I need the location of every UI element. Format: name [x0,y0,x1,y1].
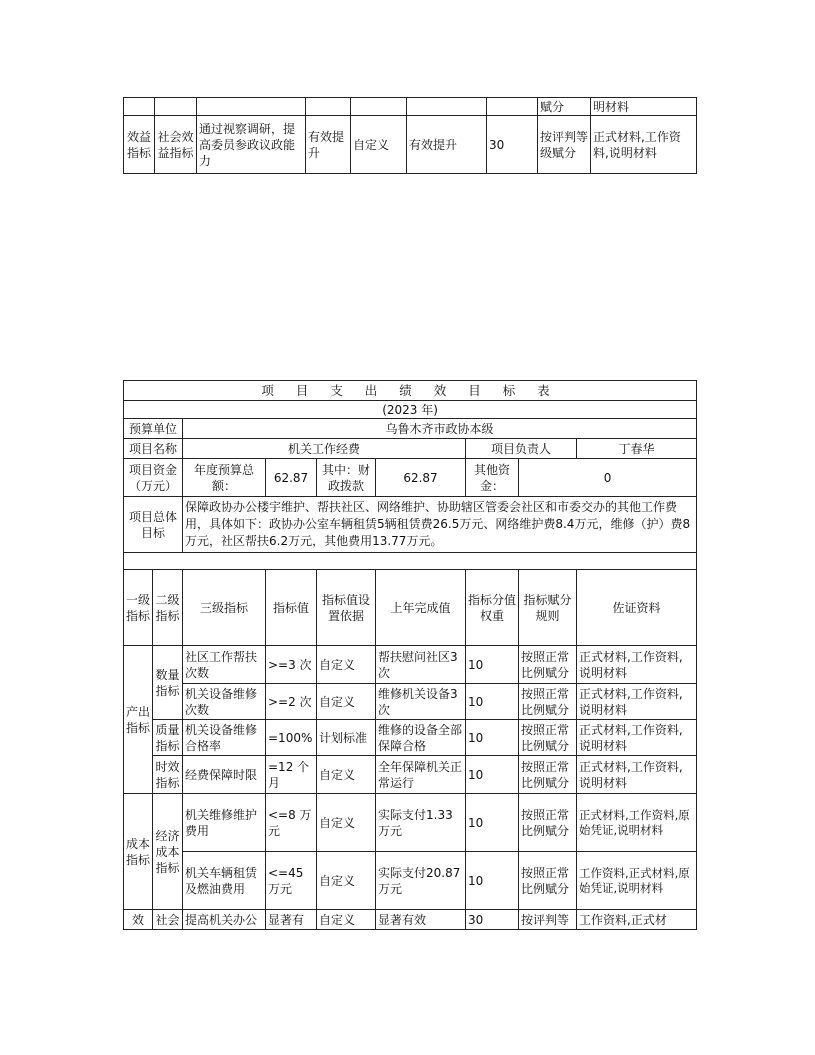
weight-cell: 10 [466,646,519,684]
table-row [124,646,697,684]
level3-cell: 机关车辆租赁及燃油费用 [183,852,266,910]
last-year-cell: 实际支付20.87万元 [376,852,466,910]
basis-cell: 自定义 [317,910,376,930]
level1-cell: 效益指标 [124,116,155,174]
weight-cell: 10 [466,794,519,852]
rule-cell: 赋分 [538,98,591,116]
header-last-year: 上年完成值 [376,570,466,646]
annual-budget-label: 年度预算总额： [183,459,266,497]
evidence-cell: 正式材料,工作资料,说明材料 [577,684,697,720]
last-year-cell: 显著有效 [376,910,466,930]
level3-cell: 通过视察调研，提高委员参政议政能力 [197,116,306,174]
value-cell: =100% [266,720,317,756]
evidence-cell: 明材料 [591,98,697,116]
header-evidence: 佐证资料 [577,570,697,646]
table-row [124,794,697,852]
table-row [124,684,697,720]
header-basis: 指标值设置依据 [317,570,376,646]
table-title: 项 目 支 出 绩 效 目 标 表 [124,381,697,401]
fiscal-allocation-label: 其中：财政拨款 [317,459,376,497]
project-name-label: 项目名称 [124,439,183,459]
header-row [124,570,697,646]
project-leader-label: 项目负责人 [466,439,577,459]
level3-cell: 机关设备维修次数 [183,684,266,720]
weight-cell: 30 [487,116,538,174]
rule-cell: 按照正常比例赋分 [519,852,577,910]
performance-goal-table [123,380,697,930]
value-cell: >=3 次 [266,646,317,684]
weight-cell: 10 [466,852,519,910]
evidence-cell: 工作资料,正式材料,原始凭证,说明材料 [577,852,697,910]
value-cell: <=45 万元 [266,852,317,910]
header-level3: 三级指标 [183,570,266,646]
evidence-cell: 正式材料,工作资料,说明材料 [577,756,697,794]
weight-cell: 10 [466,756,519,794]
last-year-cell: 有效提升 [407,116,487,174]
last-year-cell: 帮扶慰问社区3次 [376,646,466,684]
last-year-cell: 实际支付1.33万元 [376,794,466,852]
evidence-cell: 正式材料,工作资料,说明材料 [577,720,697,756]
header-weight: 指标分值权重 [466,570,519,646]
table-year: (2023 年) [124,401,697,419]
basis-cell: 自定义 [317,756,376,794]
header-rule: 指标赋分规则 [519,570,577,646]
rule-cell: 按评判等级赋分 [538,116,591,174]
group-cost: 成本指标 [124,794,153,910]
basis-cell: 自定义 [317,684,376,720]
fiscal-allocation-value: 62.87 [376,459,466,497]
value-cell: 显著有 [266,910,317,930]
level2-cell: 质量指标 [153,720,183,756]
other-funds-value: 0 [519,459,697,497]
overall-goal-text: 保障政协办公楼宇维护、帮扶社区、网络维护、协助辖区管委会社区和市委交办的其他工作费用，具体如下：政协办公室车辆租赁5辆租赁费26.5万元、网络维护费8.4万元，维修（护）费8万元，社区帮扶6.2万元，其他费用13.77万元。 [183,497,697,553]
rule-cell: 按评判等 [519,910,577,930]
project-name-value: 机关工作经费 [183,439,466,459]
level3-cell: 经费保障时限 [183,756,266,794]
weight-cell: 30 [466,910,519,930]
continued-indicator-table [123,97,697,174]
rule-cell: 按照正常比例赋分 [519,684,577,720]
rule-cell: 按照正常比例赋分 [519,794,577,852]
basis-cell: 计划标准 [317,720,376,756]
benefit-indicator-row [124,116,697,174]
level2-cell: 社会 [153,910,183,930]
evidence-cell: 工作资料,正式材 [577,910,697,930]
level2-cell: 经济成本指标 [153,794,183,910]
header-value: 指标值 [266,570,317,646]
value-cell: 有效提升 [306,116,351,174]
level3-cell: 提高机关办公 [183,910,266,930]
basis-cell: 自定义 [317,852,376,910]
value-cell: =12 个月 [266,756,317,794]
basis-cell: 自定义 [351,116,407,174]
rule-cell: 按照正常比例赋分 [519,646,577,684]
weight-cell: 10 [466,720,519,756]
table-row [124,852,697,910]
level2-cell: 社会效益指标 [155,116,197,174]
project-leader-value: 丁春华 [577,439,697,459]
spacer-row [124,553,697,570]
basis-cell: 自定义 [317,646,376,684]
header-level1: 一级指标 [124,570,153,646]
rule-cell: 按照正常比例赋分 [519,756,577,794]
basis-cell: 自定义 [317,794,376,852]
header-level2: 二级指标 [153,570,183,646]
level3-cell: 机关设备维修合格率 [183,720,266,756]
project-funds-label: 项目资金（万元） [124,459,183,497]
evidence-cell: 正式材料,工作资料,说明材料 [577,646,697,684]
annual-budget-value: 62.87 [266,459,317,497]
overall-goal-label: 项目总体目标 [124,497,183,553]
group-benefit: 效 [124,910,153,930]
table-row [124,910,697,930]
rule-cell: 按照正常比例赋分 [519,720,577,756]
level3-cell: 社区工作帮扶次数 [183,646,266,684]
last-year-cell: 维修机关设备3次 [376,684,466,720]
evidence-cell: 正式材料,工作资料,原始凭证,说明材料 [577,794,697,852]
budget-unit-value: 乌鲁木齐市政协本级 [183,419,697,439]
last-year-cell: 维修的设备全部保障合格 [376,720,466,756]
other-funds-label: 其他资金： [466,459,519,497]
level3-cell: 机关维修维护费用 [183,794,266,852]
value-cell: <=8 万元 [266,794,317,852]
continued-row-tail [124,98,697,116]
budget-unit-label: 预算单位 [124,419,183,439]
value-cell: >=2 次 [266,684,317,720]
evidence-cell: 正式材料,工作资料,说明材料 [591,116,697,174]
last-year-cell: 全年保障机关正常运行 [376,756,466,794]
level2-cell: 数量指标 [153,646,183,720]
group-output: 产出指标 [124,646,153,794]
table-row [124,720,697,756]
level2-cell: 时效指标 [153,756,183,794]
table-row [124,756,697,794]
weight-cell: 10 [466,684,519,720]
